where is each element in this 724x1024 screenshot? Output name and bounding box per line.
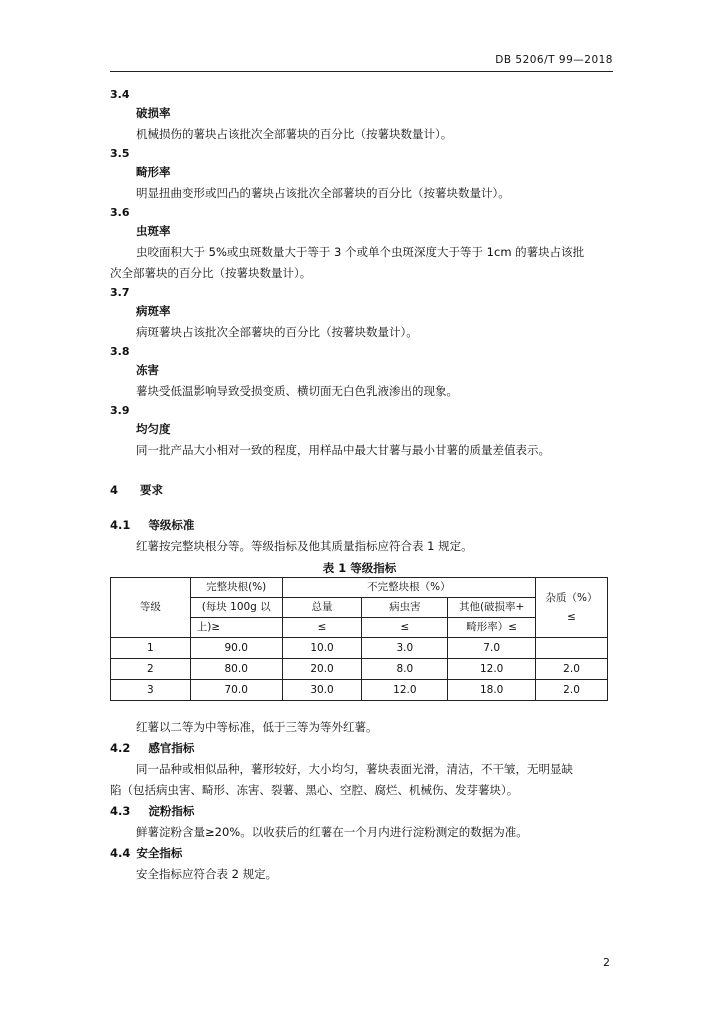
- subsection-number: 4.2: [110, 741, 131, 755]
- term-definition: 薯块受低温影响导致受损变质、横切面无白色乳液渗出的现象。: [136, 384, 458, 398]
- section-number: 4: [110, 483, 119, 497]
- clause-number: 3.6: [110, 206, 130, 219]
- paragraph: 红薯按完整块根分等。等级指标及他其质量指标应符合表 1 规定。: [136, 539, 473, 553]
- subsection-heading: [110, 801, 613, 822]
- cell-grade: 3: [111, 680, 191, 701]
- header-other-line2: 畸形率）≤: [448, 618, 536, 638]
- header-complete-line1: 完整块根(%): [190, 578, 282, 598]
- term-definition: 机械损伤的薯块占该批次全部薯块的百分比（按薯块数量计）。: [136, 127, 453, 141]
- paragraph: 红薯以二等为中等标准，低于三等为等外红薯。: [136, 720, 378, 734]
- header-complete-line2: (每块 100g 以: [190, 598, 282, 618]
- section-title: 要求: [140, 483, 164, 497]
- subsection-title: 淀粉指标: [148, 804, 195, 818]
- term-title: 均匀度: [136, 422, 171, 436]
- section-heading: [110, 479, 613, 501]
- header-total-line1: 总量: [282, 598, 362, 618]
- header-complete-line3: 上)≥: [190, 618, 282, 638]
- cell-other: 18.0: [448, 680, 536, 701]
- term-definition: 明显扭曲变形或凹凸的薯块占该批次全部薯块的百分比（按薯块数量计）。: [136, 186, 510, 200]
- subsection-number: 4.3: [110, 804, 131, 818]
- paragraph: 同一品种或相似品种，薯形较好，大小均匀，薯块表面光滑，清洁，不干皱，无明显缺: [136, 762, 573, 776]
- header-pest-line1: 病虫害: [362, 598, 448, 618]
- term-title: 冻害: [136, 363, 159, 377]
- standard-code: DB 5206/T 99—2018: [495, 54, 613, 66]
- term-title: 畸形率: [136, 165, 171, 179]
- cell-complete: 80.0: [190, 659, 282, 680]
- header-impurity-line1: 杂质（%）: [545, 591, 598, 604]
- header-impurity-line2: ≤: [567, 610, 576, 623]
- cell-impurity: 2.0: [536, 680, 608, 701]
- clause-number: 3.4: [110, 88, 130, 101]
- paragraph-continued: 陷（包括病虫害、畸形、冻害、裂薯、黑心、空腔、腐烂、机械伤、发芽薯块）。: [110, 783, 519, 797]
- cell-total: 10.0: [282, 638, 362, 659]
- cell-complete: 70.0: [190, 680, 282, 701]
- cell-total: 20.0: [282, 659, 362, 680]
- term-definition: 同一批产品大小相对一致的程度，用样品中最大甘薯与最小甘薯的质量差值表示。: [136, 443, 550, 457]
- header-impurity: [536, 578, 608, 638]
- term-definition: 虫咬面积大于 5%或虫斑数量大于等于 3 个或单个虫斑深度大于等于 1cm 的薯块占该批: [136, 245, 585, 259]
- term-title: 破损率: [136, 106, 171, 120]
- cell-other: 7.0: [448, 638, 536, 659]
- term-title: 虫斑率: [136, 224, 171, 238]
- cell-other: 12.0: [448, 659, 536, 680]
- subsection-heading: [110, 738, 613, 759]
- cell-total: 30.0: [282, 680, 362, 701]
- table-row: [111, 680, 608, 701]
- header-grade: 等级: [111, 578, 191, 638]
- subsection-number: 4.1: [110, 518, 131, 532]
- header-incomplete: 不完整块根（%）: [282, 578, 535, 598]
- term-title: 病斑率: [136, 304, 171, 318]
- cell-grade: 1: [111, 638, 191, 659]
- body-content: [110, 86, 613, 885]
- clause-number: 3.8: [110, 345, 130, 358]
- header-other-line1: 其他(破损率+: [448, 598, 536, 618]
- clause-number: 3.5: [110, 147, 130, 160]
- table-row: [111, 659, 608, 680]
- grade-table: [110, 577, 608, 701]
- subsection-heading: [110, 515, 613, 536]
- cell-impurity: 2.0: [536, 659, 608, 680]
- cell-impurity: [536, 638, 608, 659]
- clause-number: 3.9: [110, 404, 130, 417]
- term-definition-continued: 次全部薯块的百分比（按薯块数量计）。: [110, 266, 312, 280]
- cell-pest: 12.0: [362, 680, 448, 701]
- paragraph: 安全指标应符合表 2 规定。: [136, 867, 278, 881]
- clause-number: 3.7: [110, 286, 130, 299]
- cell-pest: 3.0: [362, 638, 448, 659]
- cell-complete: 90.0: [190, 638, 282, 659]
- table-caption: 表 1 等级指标: [322, 561, 397, 575]
- subsection-heading: [110, 843, 613, 864]
- paragraph: 鲜薯淀粉含量≥20%。以收获后的红薯在一个月内进行淀粉测定的数据为准。: [136, 825, 528, 839]
- cell-pest: 8.0: [362, 659, 448, 680]
- page-number: 2: [603, 956, 610, 969]
- table-row: [111, 638, 608, 659]
- header-total-line2: ≤: [282, 618, 362, 638]
- term-definition: 病斑薯块占该批次全部薯块的百分比（按薯块数量计）。: [136, 325, 418, 339]
- subsection-title: 等级标准: [148, 518, 195, 532]
- header-rule: [110, 71, 613, 72]
- subsection-title: 感官指标: [148, 741, 195, 755]
- cell-grade: 2: [111, 659, 191, 680]
- subsection-title: 安全指标: [136, 846, 183, 860]
- subsection-number: 4.4: [110, 846, 131, 860]
- header-pest-line2: ≤: [362, 618, 448, 638]
